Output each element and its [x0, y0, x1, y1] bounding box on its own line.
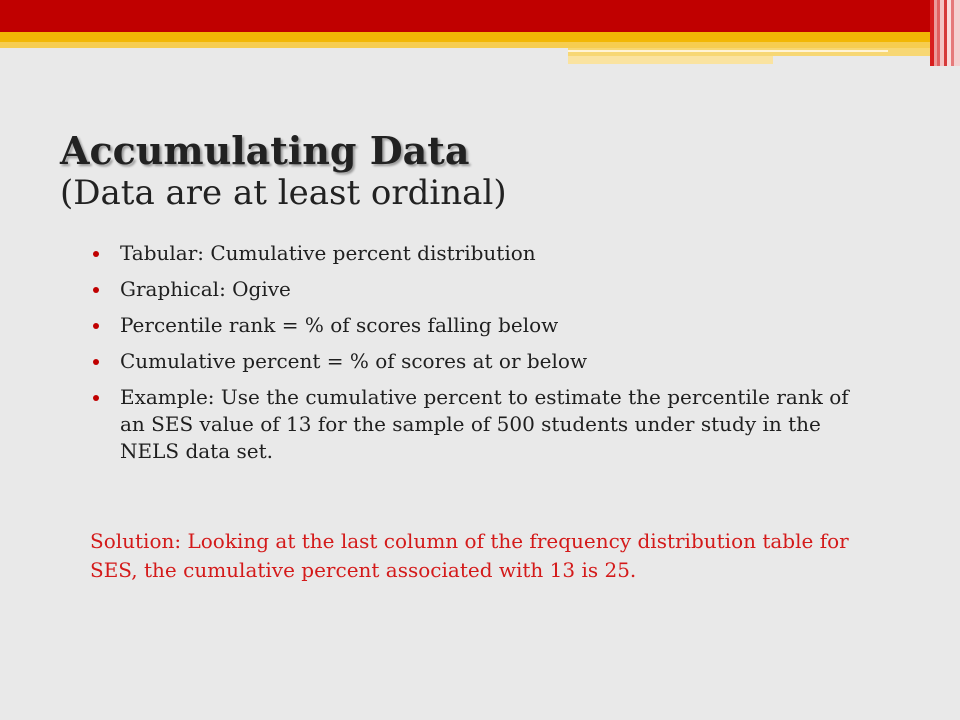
header-red-bar [0, 0, 930, 32]
bullet-item [90, 240, 870, 267]
bullet-item [90, 276, 870, 303]
bullet-text: Example: Use the cumulative percent to estimate the percentile rank of an SES value of 13 for the sample of 500 students under study in the NELS data set. [120, 385, 849, 463]
header-gold-tab-short [568, 56, 773, 64]
bullet-text: Percentile rank = % of scores falling below [120, 313, 559, 337]
bullet-text: Tabular: Cumulative percent distribution [120, 241, 536, 265]
header-decoration-band [0, 0, 960, 66]
bullet-list [90, 240, 870, 474]
bullet-item [90, 384, 870, 465]
slide-title-subtitle: (Data are at least ordinal) [60, 173, 507, 214]
bullet-text: Cumulative percent = % of scores at or below [120, 349, 588, 373]
bullet-dot-icon [93, 287, 99, 293]
bullet-dot-icon [93, 323, 99, 329]
bullet-item [90, 312, 870, 339]
slide-title [60, 130, 920, 212]
header-gold-bar [0, 32, 930, 42]
bullet-dot-icon [93, 395, 99, 401]
bullet-dot-icon [93, 359, 99, 365]
solution-text: Solution: Looking at the last column of the frequency distribution table for SES, the cumulative percent associated with 13 is 25. [90, 529, 849, 582]
bullet-text: Graphical: Ogive [120, 277, 291, 301]
header-stripe [954, 0, 960, 66]
slide-title-main: Accumulating Data [60, 128, 470, 173]
header-highlight-line [568, 50, 888, 52]
bullet-dot-icon [93, 251, 99, 257]
bullet-item [90, 348, 870, 375]
